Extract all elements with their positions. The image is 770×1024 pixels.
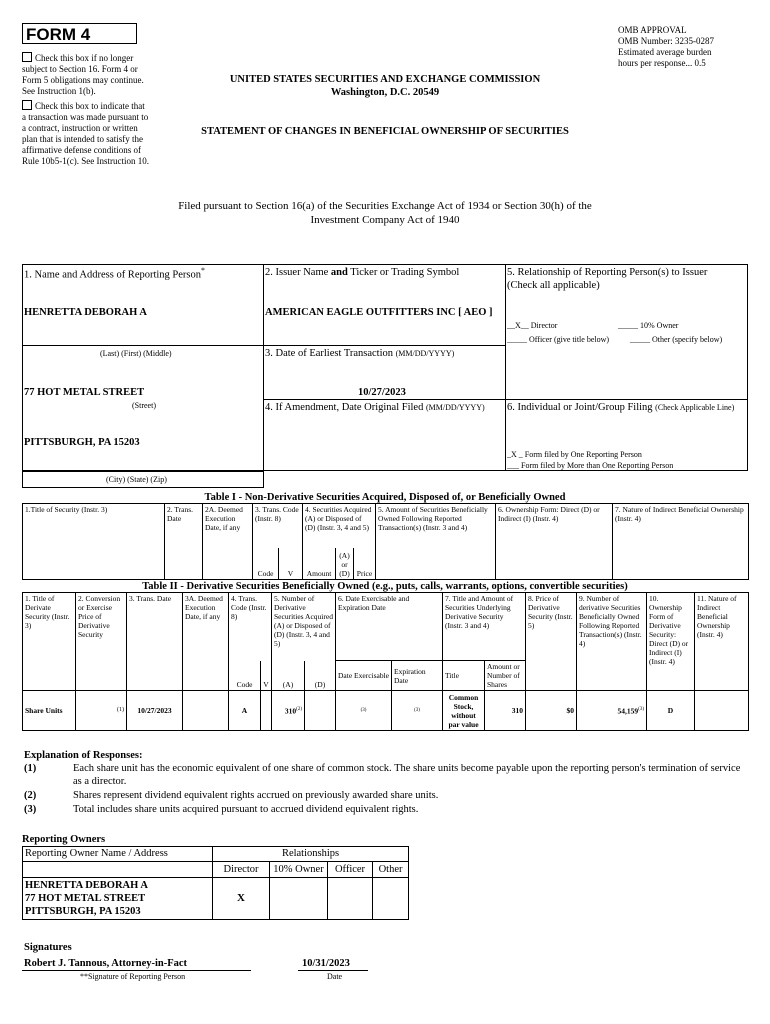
signer-name: Robert J. Tannous, Attorney-in-Fact xyxy=(24,958,188,969)
t1-price: Price xyxy=(354,548,376,580)
signature-caption: **Signature of Reporting Person xyxy=(80,972,186,981)
t2-h11: 11. Nature of Indirect Beneficial Ownership (Instr. 4) xyxy=(695,593,749,691)
t1-amount: Amount xyxy=(303,548,336,580)
check2-text: Check this box to indicate that a transaction was made pursuant to a contract, instruction or written plan that is intended to satisfy the affirmative defense conditions of Rule 10b5-1(c). See Instruction 10. xyxy=(22,101,149,166)
table2 xyxy=(22,592,749,731)
t2-a: (A) xyxy=(272,661,305,691)
reporting-owners-title: Reporting Owners xyxy=(22,834,106,845)
t2-h9: 9. Number of derivative Securities Beneficially Owned Following Reported Transaction(s) (Instr. 4) xyxy=(577,593,647,691)
filed-line1: Filed pursuant to Section 16(a) of the Securities Exchange Act of 1934 or Section 30(h) of the xyxy=(178,200,592,212)
t1-code: Code xyxy=(253,548,279,580)
box3-label: 3. Date of Earliest Transaction (MM/DD/YYYY) xyxy=(265,348,455,359)
filed-pursuant xyxy=(100,199,670,227)
t2-v-cell xyxy=(261,691,272,731)
t2-conversion-footnote: (1) xyxy=(76,691,127,731)
t2-h10: 10. Ownership Form of Derivative Security: Direct (D) or Indirect (I) (Instr. 4) xyxy=(647,593,695,691)
t2-h5: 5. Number of Derivative Securities Acquired (A) or Disposed of (D) (Instr. 3, 4 and 5) xyxy=(272,593,336,661)
box6-label: 6. Individual or Joint/Group Filing (Check Applicable Line) xyxy=(507,402,735,413)
t2-h1: 1. Title of Derivate Security (Instr. 3) xyxy=(23,593,76,691)
t2-deemed-date xyxy=(183,691,229,731)
signature-line xyxy=(22,970,251,971)
box1-label: 1. Name and Address of Reporting Person* xyxy=(24,266,206,281)
list-item: (3) Total includes share units acquired pursuant to accrued dividend equivalent rights. xyxy=(24,804,419,815)
t2-price: $0 xyxy=(526,691,577,731)
t2-h4: 4. Trans. Code (Instr. 8) xyxy=(229,593,272,661)
omb-approval xyxy=(618,25,758,69)
date-caption: Date xyxy=(327,972,343,981)
t2-h3: 3. Trans. Date xyxy=(127,593,183,691)
table2-title: Table II - Derivative Securities Beneficially Owned (e.g., puts, calls, warrants, options, convertible securities) xyxy=(142,581,628,592)
date-line xyxy=(298,970,368,971)
signatures-title: Signatures xyxy=(24,942,72,953)
issuer-name: AMERICAN EAGLE OUTFITTERS INC [ AEO ] xyxy=(265,307,493,318)
t2-h8: 8. Price of Derivative Security (Instr. 5) xyxy=(526,593,577,691)
t2-acquired: 310$^{(2)}$ xyxy=(272,691,305,731)
t2-expiration-value: (3) xyxy=(392,691,443,731)
t2-h6: 6. Date Exercisable and Expiration Date xyxy=(336,593,443,661)
t2-disposed xyxy=(305,691,336,731)
t2-security-title: Share Units xyxy=(23,691,76,731)
table-row xyxy=(23,691,749,731)
other-option: _____ Other (specify below) xyxy=(630,335,723,344)
box2-label: 2. Issuer Name and Ticker or Trading Symbol xyxy=(265,267,460,278)
form-title: FORM 4 xyxy=(22,23,137,44)
director-option: __X__ Director xyxy=(507,321,558,330)
statement-title: STATEMENT OF CHANGES IN BENEFICIAL OWNERSHIP OF SECURITIES xyxy=(201,126,569,137)
t2-h2: 2. Conversion or Exercise Price of Derivative Security xyxy=(76,593,127,691)
agency-city: Washington, D.C. 20549 xyxy=(330,87,440,98)
explanation-title: Explanation of Responses: xyxy=(24,750,143,761)
t2-underlying-amount: 310 xyxy=(485,691,526,731)
t2-h7: 7. Title and Amount of Securities Underlying Derivative Security (Instr. 3 and 4) xyxy=(443,593,526,661)
signature-date: 10/31/2023 xyxy=(302,958,350,969)
t1-v: V xyxy=(279,548,303,580)
city-caption: (City) (State) (Zip) xyxy=(106,475,167,484)
t2-date-exercisable: Date Exercisable xyxy=(336,661,392,691)
table1-title: Table I - Non-Derivative Securities Acquired, Disposed of, or Beneficially Owned xyxy=(204,492,566,503)
t2-code: Code xyxy=(229,661,261,691)
ten-owner-header: 10% Owner xyxy=(270,862,328,878)
owner-address: HENRETTA DEBORAH A 77 HOT METAL STREET PITTSBURGH, PA 15203 xyxy=(23,878,213,920)
list-item: (1) Each share unit has the economic equivalent of one share of common stock. The share units become payable upon the reporting person's termination of service as a director. xyxy=(24,763,741,787)
t1-h2a: 2A. Deemed Execution Date, if any xyxy=(203,504,253,580)
director-header: Director xyxy=(213,862,270,878)
reporting-owners-table xyxy=(22,846,409,920)
t2-h3a: 3A. Deemed Execution Date, if any xyxy=(183,593,229,691)
t2-d: (D) xyxy=(305,661,336,691)
filed-line2: Investment Company Act of 1940 xyxy=(310,214,460,226)
t1-h7: 7. Nature of Indirect Beneficial Ownership (Instr. 4) xyxy=(613,504,749,580)
t1-h1: 1.Title of Security (Instr. 3) xyxy=(23,504,165,580)
checkbox[interactable] xyxy=(22,100,32,110)
table1 xyxy=(22,503,749,580)
check-box-no-longer-subject xyxy=(22,52,150,97)
omb-line1: OMB APPROVAL xyxy=(618,25,687,35)
filing-option-more: ___ Form filed by More than One Reporting Person xyxy=(507,461,674,470)
table-row xyxy=(23,878,409,920)
check1-text: Check this box if no longer subject to Section 16. Form 4 or Form 5 obligations may continue. See Instruction 1(b). xyxy=(22,53,144,96)
officer-option: _____ Officer (give title below) xyxy=(507,335,610,344)
earliest-transaction-date: 10/27/2023 xyxy=(358,387,406,398)
omb-line2: OMB Number: 3235-0287 xyxy=(618,36,714,46)
omb-line4: hours per response... 0.5 xyxy=(618,58,706,68)
t2-amount-shares: Amount or Number of Shares xyxy=(485,661,526,691)
check-box-rule-10b5-1 xyxy=(22,100,150,167)
street-caption: (Street) xyxy=(132,401,156,410)
reporting-person-name: HENRETTA DEBORAH A xyxy=(24,307,147,318)
t2-nature xyxy=(695,691,749,731)
filing-option-one: _X _ Form filed by One Reporting Person xyxy=(507,450,642,459)
explanation-list xyxy=(24,762,748,816)
box4-label: 4. If Amendment, Date Original Filed (MM/DD/YYYY) xyxy=(265,402,485,413)
omb-line3: Estimated average burden xyxy=(618,47,712,57)
officer-header: Officer xyxy=(328,862,373,878)
owner-name-header: Reporting Owner Name / Address xyxy=(23,847,213,862)
t2-owned: 54,159$^{(3)}$ xyxy=(577,691,647,731)
t1-h5: 5. Amount of Securities Beneficially Owned Following Reported Transaction(s) (Instr. 3 and 4) xyxy=(376,504,496,580)
t2-ownership-form: D xyxy=(647,691,695,731)
box5-label: 5. Relationship of Reporting Person(s) to Issuer (Check all applicable) xyxy=(507,267,708,291)
ten-percent-option: _____ 10% Owner xyxy=(618,321,679,330)
t2-underlying-title: Common Stock, without par value xyxy=(443,691,485,731)
agency-name: UNITED STATES SECURITIES AND EXCHANGE COMMISSION xyxy=(229,74,541,85)
t1-h2: 2. Trans. Date xyxy=(165,504,203,580)
director-mark: X xyxy=(213,878,270,920)
reporting-person-city: PITTSBURGH, PA 15203 xyxy=(24,437,140,448)
t2-date-exercisable-value: (3) xyxy=(336,691,392,731)
list-item: (2) Shares represent dividend equivalent rights accrued on previously awarded share units. xyxy=(24,790,439,801)
other-header: Other xyxy=(373,862,409,878)
t2-trans-code: A xyxy=(229,691,261,731)
reporting-person-street: 77 HOT METAL STREET xyxy=(24,387,145,398)
t1-h4: 4. Securities Acquired (A) or Disposed of (D) (Instr. 3, 4 and 5) xyxy=(303,504,376,548)
t1-h6: 6. Ownership Form: Direct (D) or Indirect (I) (Instr. 4) xyxy=(496,504,613,580)
t2-expiration: Expiration Date xyxy=(392,661,443,691)
t1-aord: (A) or (D) xyxy=(336,548,354,580)
agency-title xyxy=(160,73,610,99)
t2-trans-date: 10/27/2023 xyxy=(127,691,183,731)
t2-title: Title xyxy=(443,661,485,691)
name-caption: (Last) (First) (Middle) xyxy=(100,349,172,358)
t1-h3: 3. Trans. Code (Instr. 8) xyxy=(253,504,303,548)
relationships-header: Relationships xyxy=(213,847,409,862)
t2-v: V xyxy=(261,661,272,691)
checkbox[interactable] xyxy=(22,52,32,62)
